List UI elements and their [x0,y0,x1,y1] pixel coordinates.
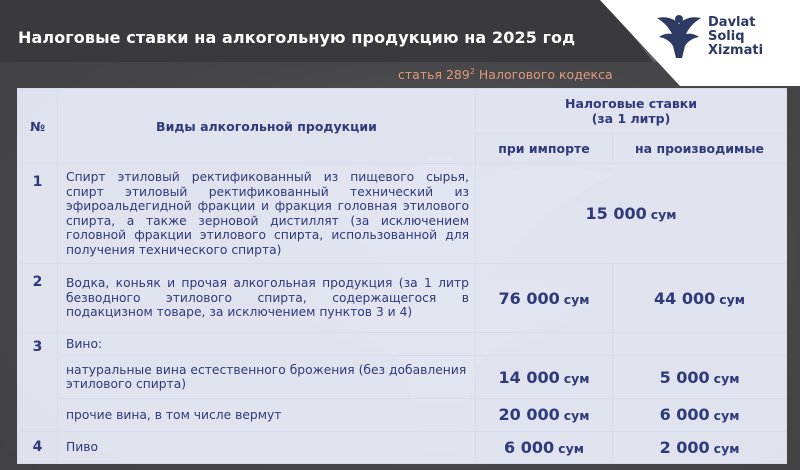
header-product-type: Виды алкогольной продукции [58,89,476,164]
header-produced: на производимые [613,134,787,164]
logo-line-2: Soliq [708,29,745,44]
logo-line-3: Xizmati [708,43,764,58]
header-import: при импорте [476,134,613,164]
row-description: Вино: [58,333,476,356]
tax-rates-table [17,88,786,464]
table-row [18,264,787,333]
row-description: прочие вина, в том числе вермут [58,399,476,431]
logo [656,6,796,68]
rate-produced: 44 000 сум [613,264,787,333]
rate-produced: 5 000 сум [613,356,787,399]
row-number: 4 [18,431,58,463]
row-number: 1 [18,164,58,264]
page-title: Налоговые ставки на алкогольную продукцию на 2025 год [18,28,576,47]
rate-produced: 6 000 сум [613,399,787,431]
subtitle: статья $289^2$ Налогового кодекса [398,67,613,83]
table-row [18,431,787,463]
row-description: Спирт этиловый ректификованный из пищевого сырья, спирт этиловый ректификованный технический из эфироальдегидной фракции и фракция головная этилового спирта, а также зерновой дистиллят (за исключением головной фракции этилового спирта, использованной для получения технического спирта) [58,164,476,264]
row-description: Пиво [58,431,476,463]
rate-import: 14 000 сум [476,356,613,399]
row-description: натуральные вина естественного брожения (без добавления этилового спирта) [58,356,476,399]
logo-line-1: Davlat [708,15,756,30]
row-description: Водка, коньяк и прочая алкогольная продукция (за 1 литр безводного этилового спирта, содержащегося в подакцизном товаре, за исключением пунктов 3 и 4) [58,264,476,333]
header-tax-rates: Налоговые ставки (за 1 литр) [476,89,787,134]
rate-import: 76 000 сум [476,264,613,333]
rate-import: 20 000 сум [476,399,613,431]
rate-value: 15 000 сум [476,164,787,264]
table-row [18,356,787,399]
row-number: 3 [18,333,58,432]
rate-produced: 2 000 сум [613,431,787,463]
table-row [18,333,787,356]
table-row [18,164,787,264]
rate-import: 6 000 сум [476,431,613,463]
row-number: 2 [18,264,58,333]
table-row [18,399,787,431]
eagle-logo-icon [656,10,702,60]
header-number: № [18,89,58,164]
